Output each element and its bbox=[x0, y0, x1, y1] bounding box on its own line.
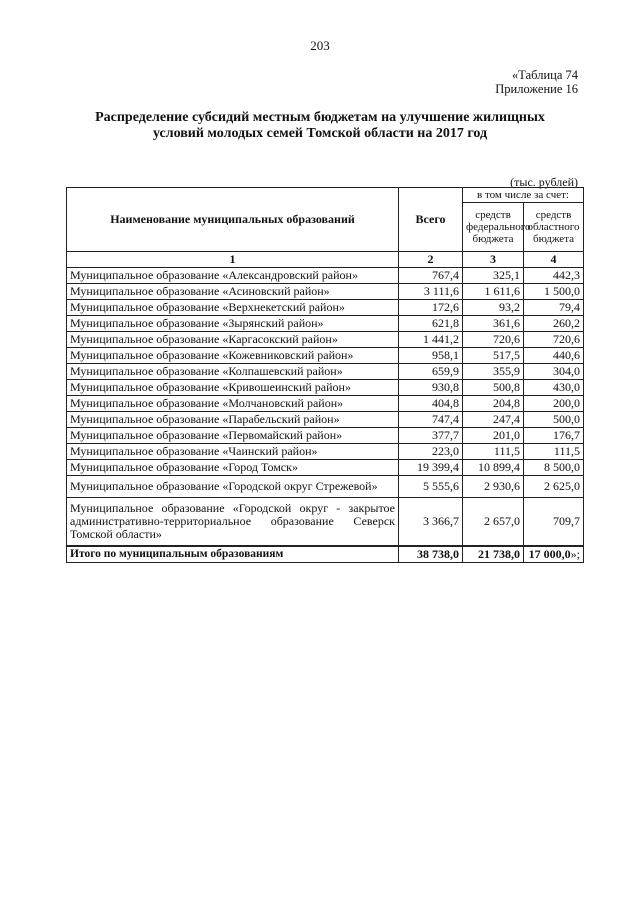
regional-amount: 8 500,0 bbox=[524, 460, 584, 476]
total-amount: 19 399,4 bbox=[399, 460, 463, 476]
table-row bbox=[67, 428, 584, 444]
federal-amount: 2 930,6 bbox=[463, 476, 524, 498]
table-row bbox=[67, 460, 584, 476]
document-title: Распределение субсидий местным бюджетам на улучшение жилищных условий молодых семей Томской области на 2017 год bbox=[95, 110, 545, 141]
subsidy-table bbox=[66, 187, 584, 563]
units-label: (тыс. рублей) bbox=[510, 175, 578, 189]
table-body bbox=[67, 252, 584, 563]
column-number: 3 bbox=[463, 252, 524, 268]
total-amount: 930,8 bbox=[399, 380, 463, 396]
total-amount: 621,8 bbox=[399, 316, 463, 332]
regional-amount: 200,0 bbox=[524, 396, 584, 412]
municipality-name: Муниципальное образование «Верхнекетский район» bbox=[67, 300, 399, 316]
municipality-name: Муниципальное образование «Александровский район» bbox=[67, 268, 399, 284]
table-row bbox=[67, 284, 584, 300]
closing-quote: »; bbox=[570, 547, 581, 561]
table-row bbox=[67, 476, 584, 498]
regional-amount: 709,7 bbox=[524, 498, 584, 547]
federal-amount: 2 657,0 bbox=[463, 498, 524, 547]
appendix-reference: Приложение 16 bbox=[495, 82, 578, 96]
column-number: 4 bbox=[524, 252, 584, 268]
federal-amount: 517,5 bbox=[463, 348, 524, 364]
page-number: 203 bbox=[310, 38, 330, 53]
federal-amount: 500,8 bbox=[463, 380, 524, 396]
regional-amount: 1 500,0 bbox=[524, 284, 584, 300]
table-row bbox=[67, 498, 584, 547]
table-row bbox=[67, 396, 584, 412]
total-row-label: Итого по муниципальным образованиям bbox=[67, 546, 399, 563]
table-row bbox=[67, 316, 584, 332]
total-amount: 5 555,6 bbox=[399, 476, 463, 498]
municipality-name: Муниципальное образование «Кожевниковский район» bbox=[67, 348, 399, 364]
table-row bbox=[67, 444, 584, 460]
federal-amount: 10 899,4 bbox=[463, 460, 524, 476]
municipality-name: Муниципальное образование «Колпашевский район» bbox=[67, 364, 399, 380]
federal-amount: 361,6 bbox=[463, 316, 524, 332]
total-amount: 223,0 bbox=[399, 444, 463, 460]
federal-amount: 204,8 bbox=[463, 396, 524, 412]
regional-amount: 440,6 bbox=[524, 348, 584, 364]
regional-amount: 111,5 bbox=[524, 444, 584, 460]
total-row-regional-cell bbox=[524, 546, 584, 563]
header-row bbox=[67, 188, 584, 203]
total-amount: 958,1 bbox=[399, 348, 463, 364]
header-federal: средств федерального бюджета bbox=[463, 203, 524, 252]
regional-amount: 304,0 bbox=[524, 364, 584, 380]
regional-amount: 720,6 bbox=[524, 332, 584, 348]
regional-amount: 500,0 bbox=[524, 412, 584, 428]
total-amount: 659,9 bbox=[399, 364, 463, 380]
regional-amount: 430,0 bbox=[524, 380, 584, 396]
table-annex-reference bbox=[495, 68, 578, 96]
table-reference: «Таблица 74 bbox=[512, 68, 578, 82]
municipality-name: Муниципальное образование «Кривошеинский район» bbox=[67, 380, 399, 396]
municipality-name: Муниципальное образование «Каргасокский район» bbox=[67, 332, 399, 348]
table-row bbox=[67, 300, 584, 316]
table-row bbox=[67, 268, 584, 284]
regional-amount: 260,2 bbox=[524, 316, 584, 332]
table-row bbox=[67, 364, 584, 380]
federal-amount: 111,5 bbox=[463, 444, 524, 460]
regional-amount: 2 625,0 bbox=[524, 476, 584, 498]
federal-amount: 720,6 bbox=[463, 332, 524, 348]
total-amount: 3 366,7 bbox=[399, 498, 463, 547]
total-amount: 767,4 bbox=[399, 268, 463, 284]
federal-amount: 1 611,6 bbox=[463, 284, 524, 300]
total-amount: 3 111,6 bbox=[399, 284, 463, 300]
municipality-name: Муниципальное образование «Город Томск» bbox=[67, 460, 399, 476]
total-row-federal: 21 738,0 bbox=[463, 546, 524, 563]
total-amount: 404,8 bbox=[399, 396, 463, 412]
total-amount: 747,4 bbox=[399, 412, 463, 428]
table-row bbox=[67, 348, 584, 364]
municipality-name: Муниципальное образование «Зырянский район» bbox=[67, 316, 399, 332]
total-amount: 172,6 bbox=[399, 300, 463, 316]
regional-amount: 176,7 bbox=[524, 428, 584, 444]
header-name: Наименование муниципальных образований bbox=[67, 188, 399, 252]
table-row bbox=[67, 380, 584, 396]
total-row-regional: 17 000,0 bbox=[528, 547, 571, 561]
column-number-row bbox=[67, 252, 584, 268]
header-regional: средств областного бюджета bbox=[524, 203, 584, 252]
header-including: в том числе за счет: bbox=[463, 188, 584, 203]
municipality-name: Муниципальное образование «Городской округ Стрежевой» bbox=[67, 476, 399, 498]
federal-amount: 201,0 bbox=[463, 428, 524, 444]
regional-amount: 442,3 bbox=[524, 268, 584, 284]
federal-amount: 325,1 bbox=[463, 268, 524, 284]
regional-amount: 79,4 bbox=[524, 300, 584, 316]
federal-amount: 355,9 bbox=[463, 364, 524, 380]
total-row-total: 38 738,0 bbox=[399, 546, 463, 563]
total-amount: 377,7 bbox=[399, 428, 463, 444]
municipality-name: Муниципальное образование «Городской округ - закрытое административно-территориальное образование Северск Томской области» bbox=[67, 498, 399, 547]
column-number: 1 bbox=[67, 252, 399, 268]
municipality-name: Муниципальное образование «Парабельский район» bbox=[67, 412, 399, 428]
table-row bbox=[67, 412, 584, 428]
total-amount: 1 441,2 bbox=[399, 332, 463, 348]
column-number: 2 bbox=[399, 252, 463, 268]
municipality-name: Муниципальное образование «Молчановский район» bbox=[67, 396, 399, 412]
table-row bbox=[67, 332, 584, 348]
federal-amount: 93,2 bbox=[463, 300, 524, 316]
municipality-name: Муниципальное образование «Чаинский район» bbox=[67, 444, 399, 460]
municipality-name: Муниципальное образование «Асиновский район» bbox=[67, 284, 399, 300]
header-total: Всего bbox=[399, 188, 463, 252]
municipality-name: Муниципальное образование «Первомайский район» bbox=[67, 428, 399, 444]
federal-amount: 247,4 bbox=[463, 412, 524, 428]
total-row bbox=[67, 546, 584, 563]
